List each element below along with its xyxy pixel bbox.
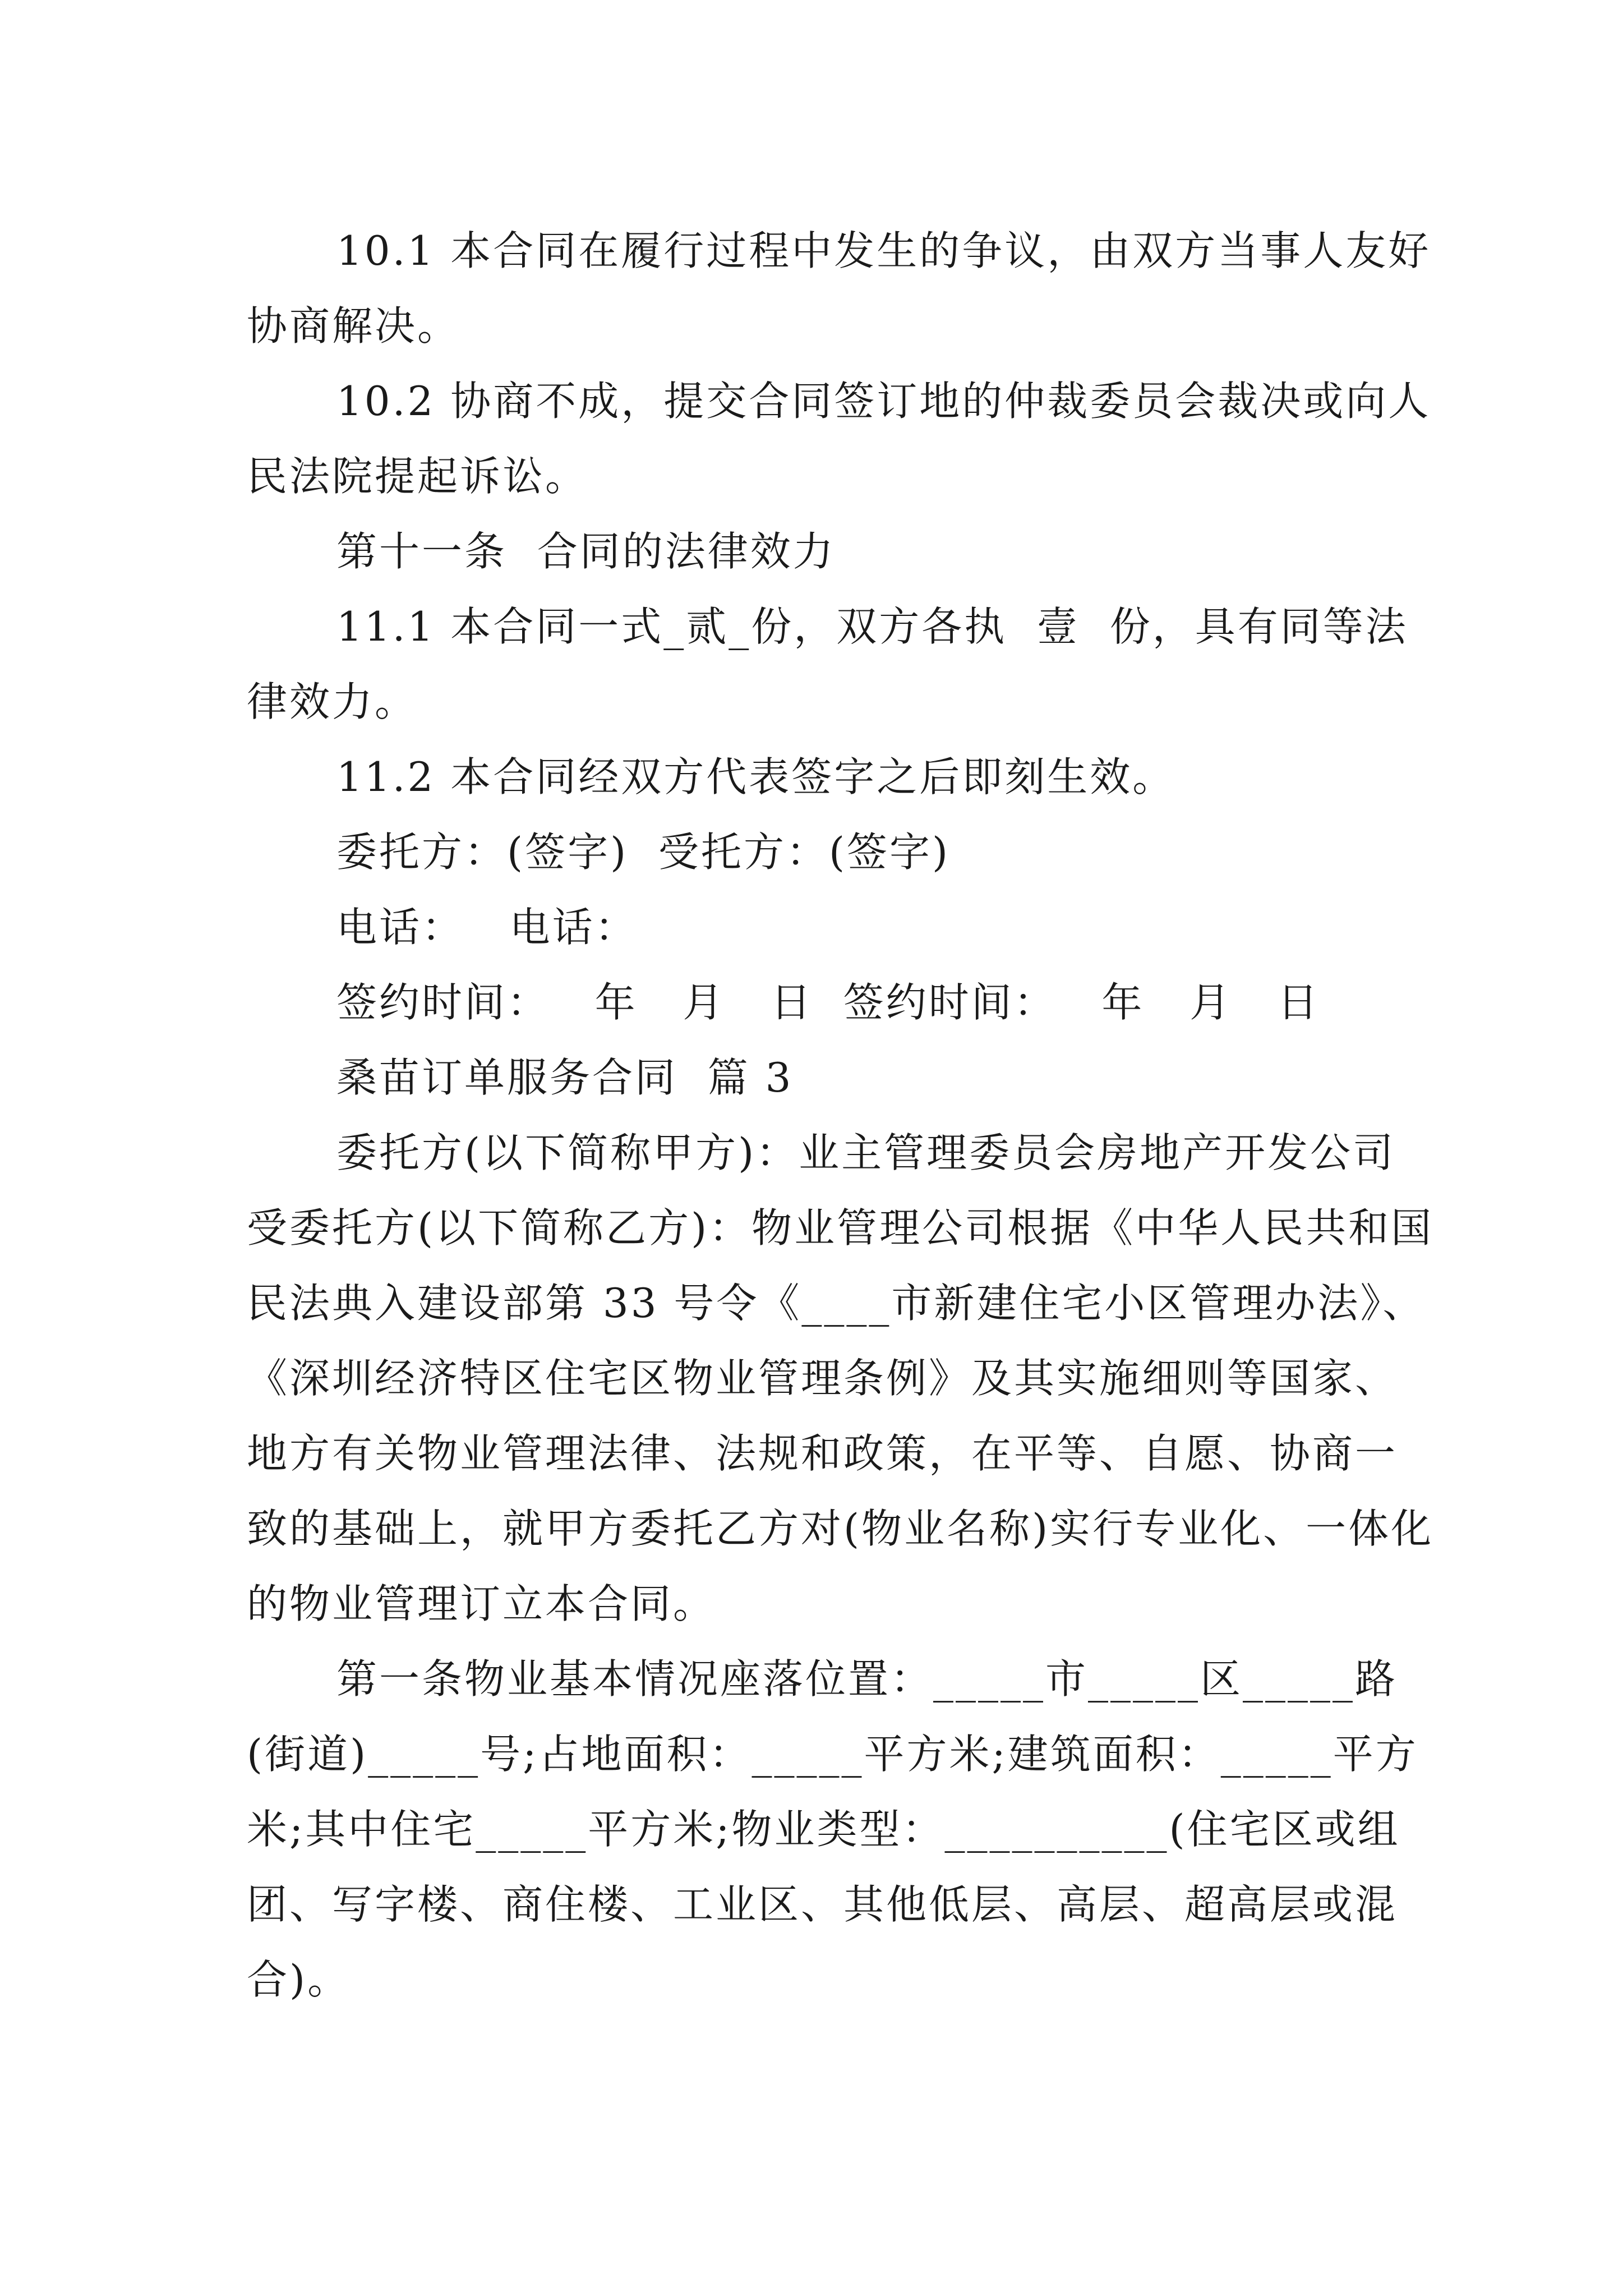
clause-10-2: 10.2 协商不成，提交合同签订地的仲裁委员会裁决或向人民法院提起诉讼。 <box>247 378 1431 500</box>
clause-10-1: 10.1 本合同在履行过程中发生的争议，由双方当事人友好协商解决。 <box>247 227 1431 349</box>
preamble-paragraph: 委托方(以下简称甲方)：业主管理委员会房地产开发公司受委托方(以下简称乙方)：物业管理公司根据《中华人民共和国民法典入建设部第 33 号令《____市新建住宅小区管理办法》、《深圳经济特区住宅区物业管理条例》及其实施细则等国家、地方有关物业管理法律、法规和政策，在平等、自愿、协商一致的基础上，就甲方委托乙方对(物业名称)实行专业化、一体化的物业管理订立本合同。 <box>247 1129 1434 1627</box>
signature-line: 委托方：(签字) 受托方：(签字) <box>336 829 951 876</box>
clause-11-2: 11.2 本合同经双方代表签字之后即刻生效。 <box>336 753 1175 800</box>
article-11-heading: 第十一条 合同的法律效力 <box>336 528 836 575</box>
article-1-paragraph: 第一条物业基本情况座落位置：_____市_____区_____路(街道)_____号;占地面积：_____平方米;建筑面积：_____平方米;其中住宅_____平方米;物业类型：__________(住宅区或组团、写字楼、商住楼、工业区、其他低层、高层、超高层或混合)。 <box>247 1655 1418 2003</box>
phone-line: 电话： 电话： <box>336 904 638 951</box>
section-title: 桑苗订单服务合同 篇 3 <box>336 1054 794 1101</box>
clause-11-1: 11.1 本合同一式_贰_份，双方各执 壹 份，具有同等法律效力。 <box>247 603 1408 725</box>
signing-date-line: 签约时间： 年 月 日 签约时间： 年 月 日 <box>336 979 1320 1026</box>
